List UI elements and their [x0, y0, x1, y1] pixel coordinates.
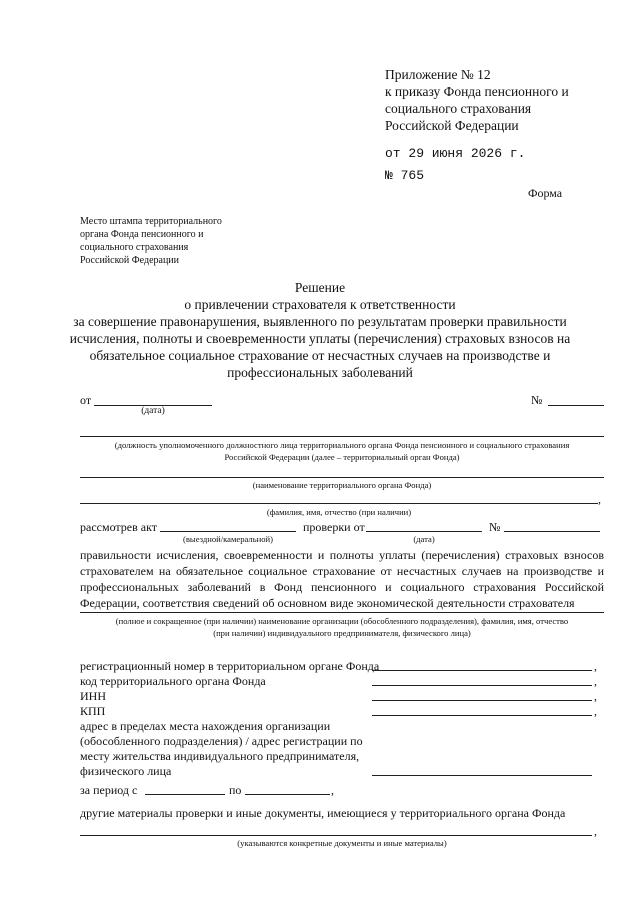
organ-name-caption: (наименование территориального органа Фонда)	[252, 480, 432, 490]
organization-caption-1: (полное и сокращенное (при наличии) наименование организации (обособленного подразделения), фамилия, имя, отчество	[115, 616, 569, 626]
stamp-line-3: социального страхования	[80, 242, 189, 253]
title-line-5: профессиональных заболеваний	[227, 365, 413, 380]
date-from-label: от	[80, 393, 92, 407]
address-label-1: адрес в пределах места нахождения организации	[80, 719, 331, 733]
decision-number-field[interactable]	[548, 405, 604, 406]
date-caption: (дата)	[141, 406, 165, 416]
period-to-label: по	[229, 783, 242, 797]
organization-caption-2: (при наличии) индивидуального предпринимателя, физического лица)	[213, 628, 471, 638]
organ-code-comma: ,	[594, 674, 597, 688]
title-line-4: обязательное социальное страхование от несчастных случаев на производстве и	[89, 348, 551, 363]
inn-label: ИНН	[80, 689, 106, 703]
act-text-line-2: страхователем на обязательное социальное страхование от несчастных случаев на производстве и	[80, 564, 604, 578]
reg-number-label: регистрационный номер в территориальном органе Фонда	[80, 659, 380, 673]
address-field[interactable]	[372, 775, 592, 776]
organization-name-field[interactable]	[80, 612, 604, 613]
title-line-3: исчисления, полноты и своевременности уплаты (перечисления) страховых взносов на	[69, 331, 571, 346]
organ-code-field[interactable]	[372, 685, 592, 686]
act-number-field[interactable]	[504, 531, 600, 532]
fio-caption: (фамилия, имя, отчество (при наличии)	[266, 507, 412, 517]
kpp-label: КПП	[80, 704, 106, 718]
period-to-field[interactable]	[245, 794, 330, 795]
act-number-label: №	[489, 520, 501, 534]
act-type-field[interactable]	[160, 531, 296, 532]
position-caption-2: Российской Федерации (далее – территориальный орган Фонда)	[224, 452, 460, 462]
title-line-1: о привлечении страхователя к ответственности	[184, 297, 456, 312]
appendix-order-line: к приказу Фонда пенсионного и	[385, 84, 569, 99]
inn-field[interactable]	[372, 700, 592, 701]
title-line-2: за совершение правонарушения, выявленного по результатам проверки правильности	[73, 314, 567, 329]
check-date-field[interactable]	[366, 531, 482, 532]
materials-field[interactable]	[80, 835, 592, 836]
document-title: Решение	[294, 280, 346, 295]
reg-number-comma: ,	[594, 659, 597, 673]
stamp-line-4: Российской Федерации	[80, 255, 180, 266]
reg-number-field[interactable]	[372, 670, 592, 671]
stamp-line-2: органа Фонда пенсионного и	[80, 229, 204, 240]
address-label-3: месту жительства индивидуального предпринимателя,	[80, 749, 360, 763]
appendix-order-number: № 765	[385, 168, 425, 183]
address-label-2: (обособленного подразделения) / адрес регистрации по	[80, 734, 363, 748]
appendix-number: Приложение № 12	[385, 67, 491, 82]
fio-field[interactable]	[80, 503, 598, 504]
period-from-label: за период с	[80, 783, 138, 797]
act-text-line-3: профессиональных заболеваний в Фонд пенсионного и социального страхования Российской	[80, 580, 604, 594]
kpp-comma: ,	[594, 704, 597, 718]
appendix-fund-line: социального страхования	[385, 101, 532, 116]
act-type-caption: (выездной/камеральной)	[183, 534, 273, 544]
kpp-field[interactable]	[372, 715, 592, 716]
appendix-date: от 29 июня 2026 г.	[385, 146, 526, 161]
act-text-line-4: Федерации, соответствия сведений об основном виде экономической деятельности страхователя	[80, 596, 575, 610]
materials-caption: (указываются конкретные документы и иные материалы)	[237, 838, 447, 848]
check-from-label: проверки от	[303, 520, 365, 534]
form-label: Форма	[528, 186, 563, 200]
act-text-line-1: правильности исчисления, своевременности и полноты уплаты (перечисления) страховых взносов	[80, 548, 604, 562]
appendix-country-line: Российской Федерации	[385, 118, 519, 133]
stamp-line-1: Место штампа территориального	[80, 216, 222, 227]
inn-comma: ,	[594, 689, 597, 703]
materials-comma: ,	[594, 824, 597, 838]
check-date-caption: (дата)	[413, 534, 435, 544]
number-label: №	[531, 393, 543, 407]
period-from-field[interactable]	[145, 794, 225, 795]
organ-name-field[interactable]	[80, 477, 604, 478]
position-caption-1: (должность уполномоченного должностного лица территориального органа Фонда пенсионного и социального страхования	[114, 440, 570, 450]
organ-code-label: код территориального органа Фонда	[80, 674, 266, 688]
official-position-field[interactable]	[80, 436, 604, 437]
considered-act-label: рассмотрев акт	[80, 520, 158, 534]
fio-comma: ,	[598, 492, 601, 506]
period-comma: ,	[331, 783, 334, 797]
materials-label: другие материалы проверки и иные документы, имеющиеся у территориального органа Фонда	[80, 806, 566, 820]
address-label-4: физического лица	[80, 764, 172, 778]
